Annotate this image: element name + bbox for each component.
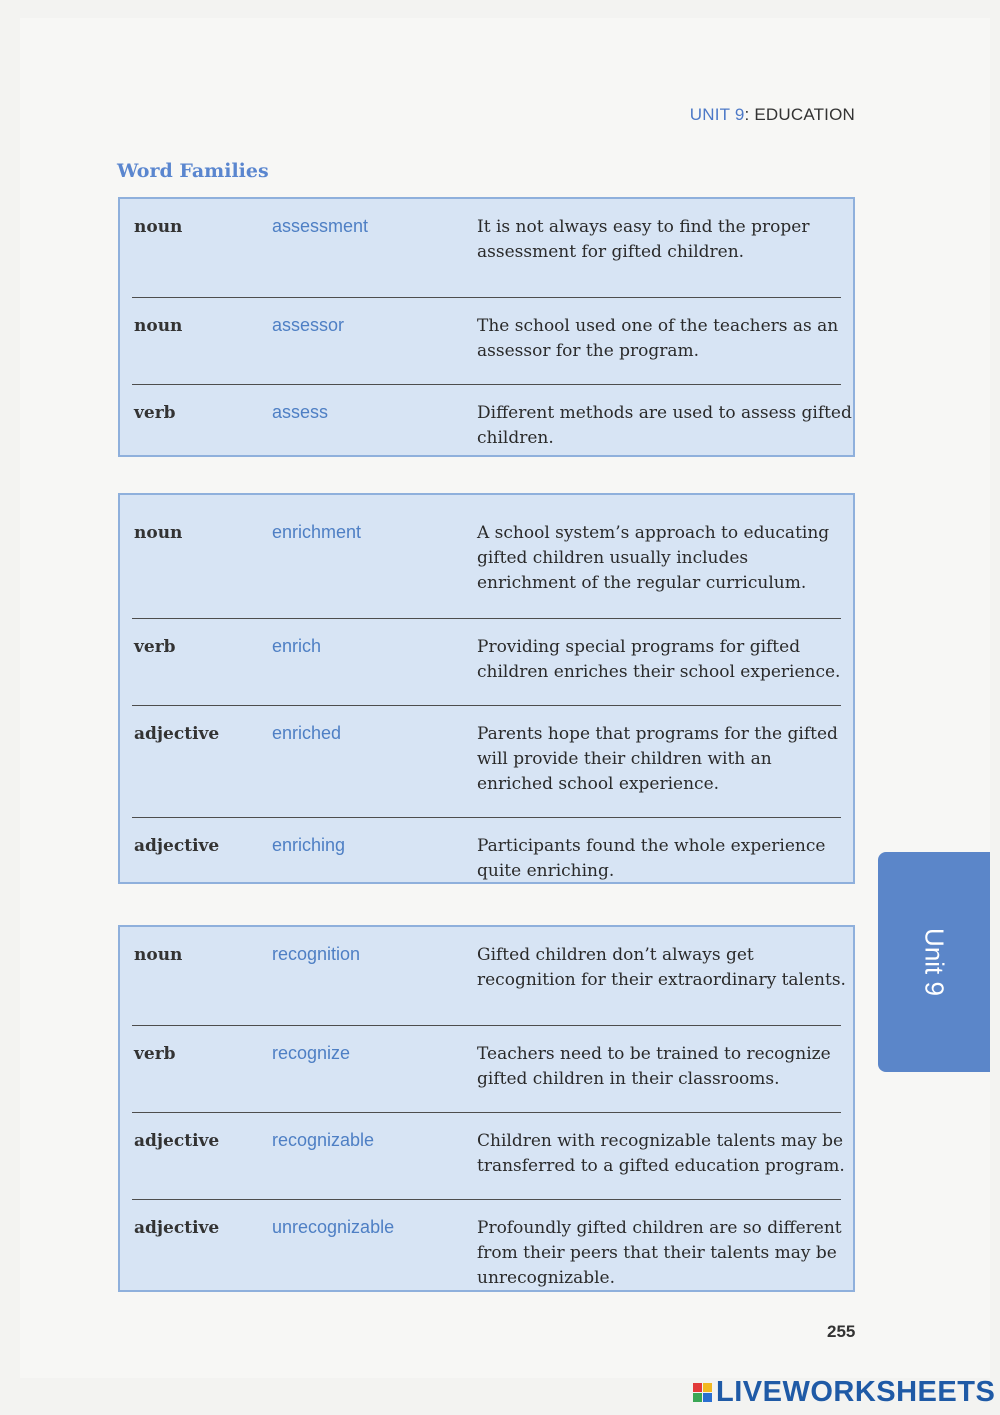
word-form: recognition xyxy=(272,944,361,964)
page-number: 255 xyxy=(827,1322,856,1341)
word-form: enriched xyxy=(272,723,342,743)
word-family-box-enrich xyxy=(118,493,855,884)
example-sentence: A school system’s approach to educating gifted children usually includes enrichment of the regular curriculum. xyxy=(477,523,830,593)
liveworksheets-brand[interactable] xyxy=(693,1376,995,1409)
section-title: Word Families xyxy=(117,160,269,182)
example-sentence: It is not always easy to find the proper assessment for gifted children. xyxy=(477,217,810,262)
part-of-speech: adjective xyxy=(134,724,220,744)
table-row xyxy=(132,1112,845,1200)
word-form: recognize xyxy=(272,1043,351,1063)
example-sentence: Profoundly gifted children are so different from their peers that their talents may be unrecognizable. xyxy=(477,1218,842,1288)
unit-side-tab-label: Unit 9 xyxy=(919,928,950,996)
example-sentence: Gifted children don’t always get recognition for their extraordinary talents. xyxy=(477,945,846,990)
word-form: assessment xyxy=(272,216,369,236)
brand-text: LIVEWORKSHEETS xyxy=(716,1376,996,1408)
running-head: UNIT 9: EDUCATION xyxy=(689,105,855,124)
table-row xyxy=(132,1025,841,1113)
example-sentence: Children with recognizable talents may be transferred to a gifted education program. xyxy=(477,1131,845,1176)
part-of-speech: adjective xyxy=(134,836,220,856)
word-form: recognizable xyxy=(272,1130,375,1150)
running-head-unit: UNIT 9 xyxy=(689,105,745,124)
part-of-speech: adjective xyxy=(134,1218,220,1238)
word-family-box-assess xyxy=(118,197,855,457)
logo-square-blue xyxy=(703,1393,712,1402)
part-of-speech: verb xyxy=(134,1044,176,1064)
part-of-speech: noun xyxy=(134,523,183,543)
example-sentence: Different methods are used to assess gifted children. xyxy=(477,403,852,448)
part-of-speech: verb xyxy=(134,637,176,657)
example-sentence: Parents hope that programs for the gifted will provide their children with an enriched school experience. xyxy=(477,724,838,794)
part-of-speech: noun xyxy=(134,217,183,237)
table-row xyxy=(132,618,841,706)
part-of-speech: noun xyxy=(134,316,183,336)
example-sentence: Participants found the whole experience quite enriching. xyxy=(477,836,826,881)
table-row xyxy=(132,199,841,297)
table-row xyxy=(132,705,841,818)
table-row xyxy=(132,1199,841,1290)
table-row xyxy=(132,817,841,883)
unit-side-tab xyxy=(878,852,990,1072)
word-form: enriching xyxy=(272,835,346,855)
word-form: enrichment xyxy=(272,522,362,542)
liveworksheets-logo-icon xyxy=(693,1383,712,1402)
table-row xyxy=(132,505,841,618)
example-sentence: The school used one of the teachers as an assessor for the program. xyxy=(477,316,839,361)
word-form: enrich xyxy=(272,636,322,656)
table-row xyxy=(132,384,852,455)
logo-square-red xyxy=(693,1383,702,1392)
word-family-box-recognize xyxy=(118,925,855,1292)
word-form: assess xyxy=(272,402,329,422)
part-of-speech: verb xyxy=(134,403,176,423)
example-sentence: Teachers need to be trained to recognize gifted children in their classrooms. xyxy=(477,1044,831,1089)
part-of-speech: adjective xyxy=(134,1131,220,1151)
logo-square-yellow xyxy=(703,1383,712,1392)
example-sentence: Providing special programs for gifted children enriches their school experience. xyxy=(477,637,841,682)
logo-square-green xyxy=(693,1393,702,1402)
word-form: unrecognizable xyxy=(272,1217,395,1237)
part-of-speech: noun xyxy=(134,945,183,965)
running-head-topic: EDUCATION xyxy=(754,105,855,124)
table-row xyxy=(132,927,846,1025)
word-form: assessor xyxy=(272,315,345,335)
table-row xyxy=(132,297,841,385)
